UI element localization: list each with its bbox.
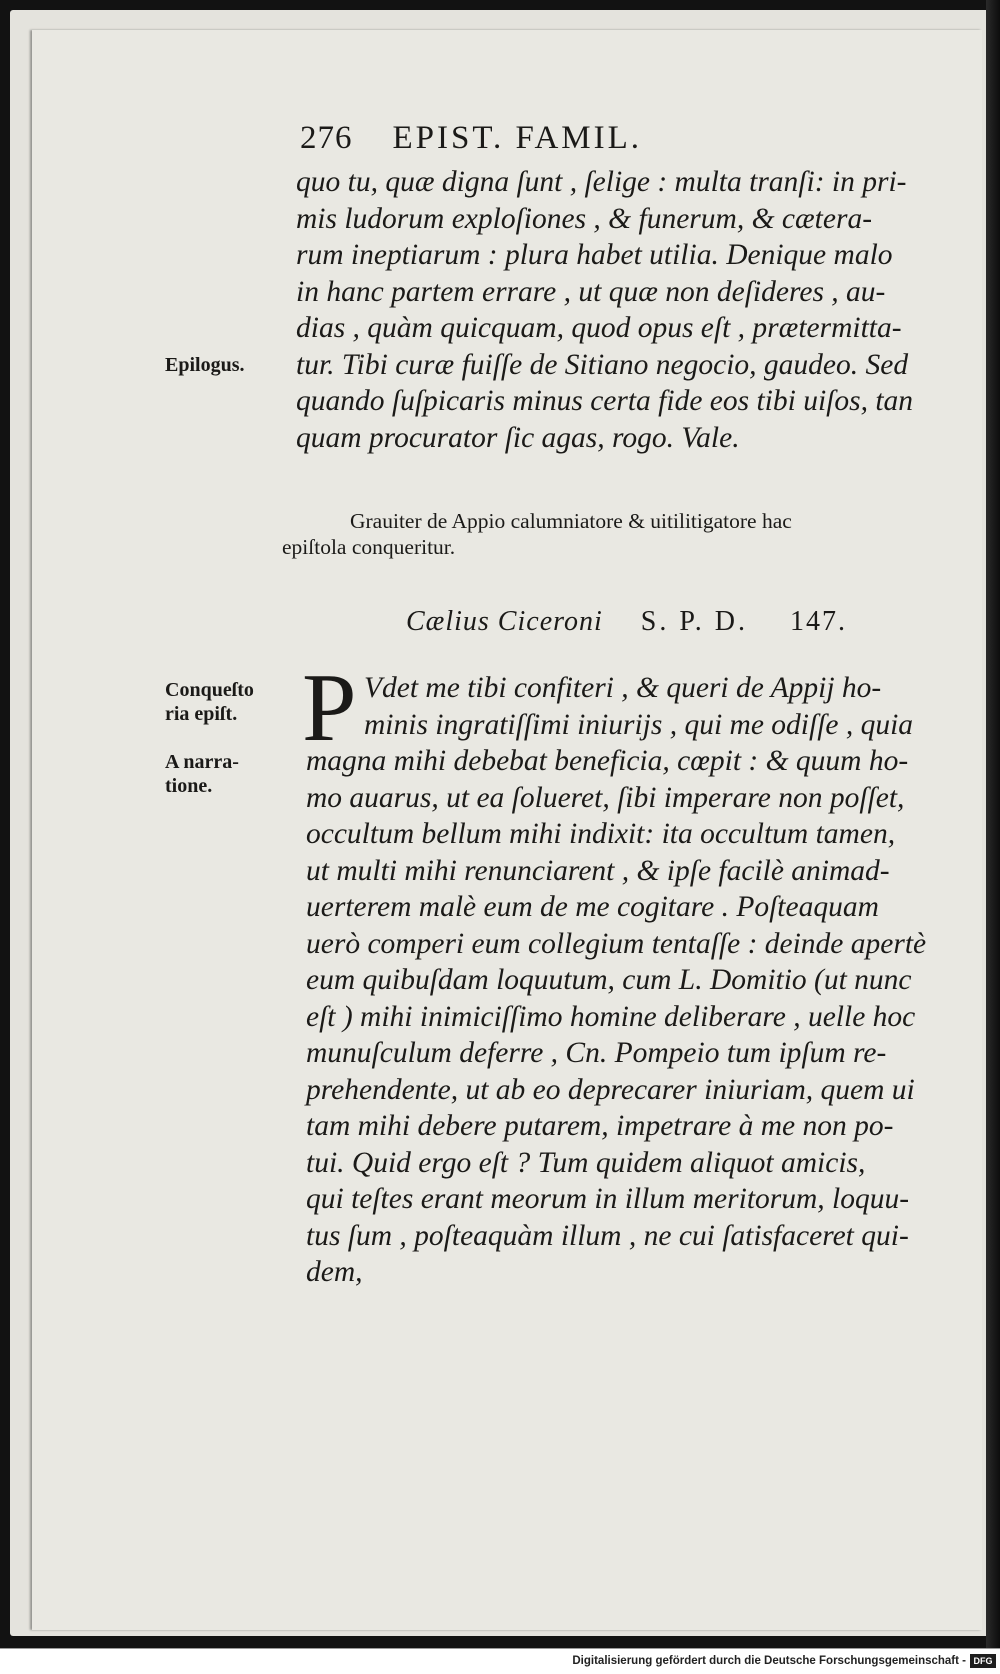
text-line: quando ſuſpicaris minus certa fide eos tibi uiſos, tan bbox=[296, 385, 914, 417]
text-line: eum quibuſdam loquutum, cum L. Domitio (ut nunc bbox=[306, 964, 912, 996]
letter-heading bbox=[406, 606, 926, 638]
text-line: mo auarus, ut ea ſolueret, ſibi imperare non poſſet, bbox=[306, 781, 905, 814]
text-line: qui teſtes erant meorum in illum meritorum, loquu- bbox=[306, 1183, 910, 1215]
main-text-block bbox=[306, 670, 956, 1291]
text-line: mis ludorum exploſiones , & funerum, & cætera- bbox=[296, 202, 873, 235]
running-head bbox=[300, 120, 820, 157]
funding-credit: Digitalisierung gefördert durch die Deutsche Forschungsgemeinschaft - bbox=[572, 1655, 966, 1667]
text-line: uerò comperi eum collegium tentaſſe : deinde apertè bbox=[306, 927, 927, 960]
text-line: rum ineptiarum : plura habet utilia. Denique malo bbox=[296, 239, 893, 271]
text-line: Vdet me tibi confiteri , & queri de Appij ho- bbox=[364, 672, 882, 704]
text-line: ut multi mihi renunciarent , & ipſe facilè animad- bbox=[306, 854, 890, 887]
binding-edge bbox=[986, 0, 1000, 1648]
letter-names: Cælius Ciceroni bbox=[406, 606, 603, 637]
text-line: minis ingratiſſimi iniurijs , qui me odiſſe , quia bbox=[364, 708, 914, 741]
text-line: munuſculum deferre , Cn. Pompeio tum ipſum re- bbox=[306, 1037, 887, 1069]
text-line: quo tu, quæ digna ſunt , ſelige : multa tranſi: in pri- bbox=[296, 166, 907, 198]
marginal-line: ria epiſt. bbox=[165, 703, 238, 725]
dfg-logo: DFG bbox=[970, 1654, 996, 1668]
text-line: tur. Tibi curæ fuiſſe de Sitiano negocio, gaudeo. Sed bbox=[296, 348, 909, 381]
argument-line: epiſtola conqueritur. bbox=[282, 535, 456, 559]
text-line: dem, bbox=[306, 1256, 363, 1288]
argument-line: Grauiter de Appio calumniatore & uitilitigatore hac bbox=[350, 509, 792, 533]
marginal-note-conquestoria bbox=[165, 678, 254, 726]
text-line: in hanc partem errare , ut quæ non deſideres , au- bbox=[296, 275, 886, 308]
top-text-block bbox=[296, 164, 946, 456]
text-line: tui. Quid ergo eſt ? Tum quidem aliquot amicis, bbox=[306, 1146, 866, 1179]
text-line: prehendente, ut ab eo deprecarer iniuriam, quem ui bbox=[306, 1073, 915, 1106]
marginal-note-epilogus bbox=[165, 353, 244, 377]
running-title: EPIST. FAMIL. bbox=[392, 120, 643, 156]
text-line: quam procurator ſic agas, rogo. Vale. bbox=[296, 421, 740, 454]
text-line: tam mihi debere putarem, impetrare à me non po- bbox=[306, 1110, 894, 1142]
text-line: uerterem malè eum de me cogitare . Poſteaquam bbox=[306, 891, 879, 923]
text-line: eſt ) mihi inimiciſſimo homine deliberare , uelle hoc bbox=[306, 1000, 916, 1033]
letter-number: 147. bbox=[790, 606, 848, 637]
text-line: occultum bellum mihi indixit: ita occultum tamen, bbox=[306, 818, 896, 850]
marginal-note-narratione bbox=[165, 750, 239, 798]
drop-cap: P bbox=[302, 654, 357, 762]
footer-bar bbox=[0, 1648, 1000, 1674]
text-line: magna mihi debebat beneficia, cœpit : & quum ho- bbox=[306, 745, 909, 777]
text-line: tus ſum , poſteaquàm illum , ne cui ſatisfaceret qui- bbox=[306, 1219, 909, 1252]
marginal-line: Epilogus. bbox=[165, 354, 245, 376]
page-number: 276 bbox=[300, 120, 353, 156]
marginal-line: A narra- bbox=[165, 751, 239, 773]
marginal-line: tione. bbox=[165, 775, 213, 797]
letter-salutation: S. P. D. bbox=[640, 606, 749, 637]
text-line: dias , quàm quicquam, quod opus eſt , prætermitta- bbox=[296, 312, 902, 344]
letter-argument bbox=[282, 508, 962, 560]
marginal-line: Conqueſto bbox=[165, 679, 254, 701]
